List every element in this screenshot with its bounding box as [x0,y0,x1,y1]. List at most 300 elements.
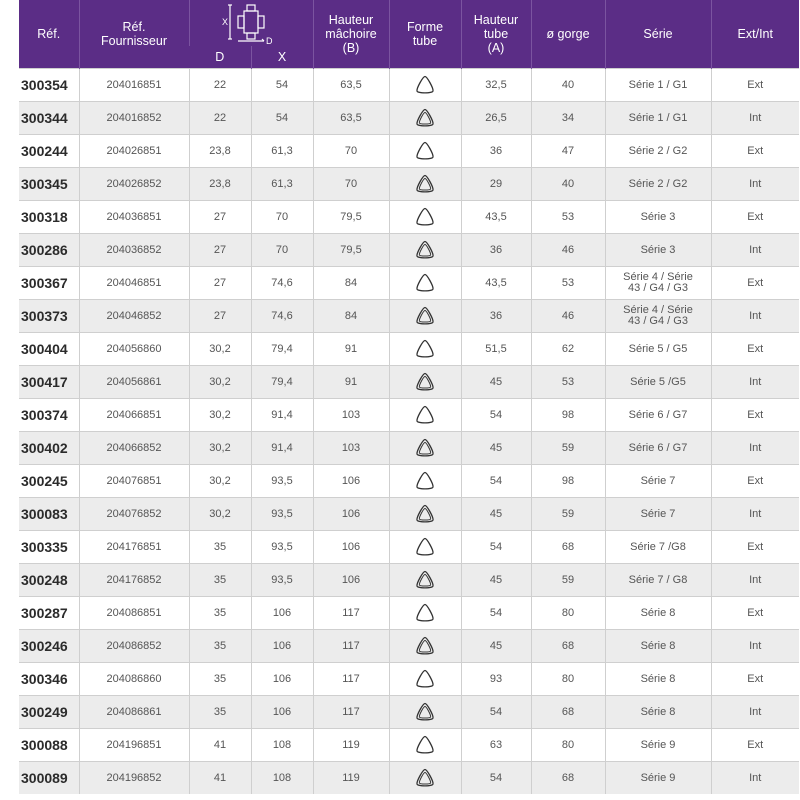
cell-gorge-text: 46 [561,243,575,256]
cell-ref-text: 300373 [21,307,68,324]
cell-hauteur-tube [461,366,531,399]
cell-ref-text: 300404 [21,340,68,357]
cell-hauteur-machoire [313,135,389,168]
cell-hauteur-tube [461,234,531,267]
cell-x-text: 70 [275,210,289,223]
cell-d [189,366,251,399]
cell-gorge [531,531,605,564]
cell-hauteur-tube [461,432,531,465]
cell-d-text: 23,8 [209,144,231,157]
triangle-tube-outer-icon [414,734,436,756]
cell-ext-int [711,69,799,102]
table-row [19,135,799,168]
cell-ext-int-text: Int [749,111,762,124]
cell-gorge [531,168,605,201]
cell-gorge-text: 80 [561,738,575,751]
cell-hauteur-machoire-text: 79,5 [340,243,362,256]
cell-hauteur-tube [461,399,531,432]
cell-hauteur-tube [461,102,531,135]
cell-x-text: 106 [272,639,292,652]
cell-serie [605,267,711,300]
cell-x [251,366,313,399]
cell-ref-text: 300318 [21,208,68,225]
cell-hauteur-tube-text: 45 [489,573,503,586]
table-row [19,201,799,234]
cell-hauteur-tube [461,663,531,696]
cell-ref-text: 300248 [21,571,68,588]
cell-hauteur-machoire [313,432,389,465]
cell-serie-text: Série 7 /G8 [630,540,686,553]
cell-ref-text: 300402 [21,439,68,456]
cell-d [189,498,251,531]
cell-gorge [531,366,605,399]
cell-serie [605,69,711,102]
cell-forme-tube [389,498,461,531]
cell-ref-fournisseur-text: 204196852 [106,771,162,784]
cell-ref-fournisseur-text: 204016851 [106,78,162,91]
cell-hauteur-machoire-text: 70 [344,177,358,190]
cell-forme-tube [389,333,461,366]
cell-gorge [531,399,605,432]
cell-x-text: 79,4 [271,342,293,355]
cell-serie-text: Série 4 / Série 43 / G4 / G3 [623,271,693,294]
cell-hauteur-tube-text: 45 [489,639,503,652]
cell-serie [605,168,711,201]
table-header [19,0,799,69]
cell-ext-int [711,366,799,399]
cell-hauteur-tube [461,69,531,102]
cell-x-text: 54 [275,78,289,91]
cell-hauteur-machoire [313,267,389,300]
cell-ext-int-text: Ext [747,474,764,487]
cell-d [189,630,251,663]
cell-ext-int-text: Int [749,309,762,322]
cell-ref-fournisseur-text: 204056861 [106,375,162,388]
cell-hauteur-machoire [313,234,389,267]
cell-gorge-text: 53 [561,375,575,388]
cell-ref-text: 300374 [21,406,68,423]
cell-ref-fournisseur-text: 204046852 [106,309,162,322]
cell-hauteur-machoire [313,729,389,762]
cell-x-text: 106 [272,705,292,718]
cell-serie-text: Série 2 / G2 [628,144,688,157]
triangle-tube-inner-icon [414,173,436,195]
header-ext-int: Ext/Int [711,0,799,69]
cell-ext-int-text: Int [749,705,762,718]
cell-gorge [531,69,605,102]
cell-ref [19,663,79,696]
header-hauteur-tube-label: Hauteur tube (A) [473,13,519,55]
cell-ref-text: 300245 [21,472,68,489]
cell-ext-int [711,498,799,531]
cell-serie [605,465,711,498]
cell-ext-int [711,465,799,498]
cell-hauteur-machoire-text: 106 [341,540,361,553]
cell-forme-tube [389,564,461,597]
cell-serie [605,696,711,729]
cell-x-text: 74,6 [271,276,293,289]
cell-ext-int [711,168,799,201]
cell-ref [19,300,79,333]
cell-hauteur-machoire-text: 84 [344,276,358,289]
cell-serie [605,432,711,465]
cell-serie-text: Série 8 [640,705,676,718]
cell-hauteur-machoire-text: 106 [341,474,361,487]
cell-ref-text: 300088 [21,736,68,753]
cell-ref-fournisseur-text: 204176851 [106,540,162,553]
cell-ext-int [711,300,799,333]
cell-hauteur-tube-text: 36 [489,243,503,256]
cell-hauteur-machoire-text: 91 [344,375,358,388]
cell-ref [19,729,79,762]
cell-gorge [531,630,605,663]
cell-hauteur-tube [461,135,531,168]
cell-hauteur-tube-text: 54 [489,606,503,619]
table-row [19,333,799,366]
cell-serie-text: Série 6 / G7 [628,408,688,421]
cell-gorge [531,465,605,498]
cell-ref [19,630,79,663]
cell-ext-int-text: Ext [747,672,764,685]
cell-ref-fournisseur [79,300,189,333]
cell-hauteur-machoire [313,498,389,531]
cell-d-text: 30,2 [209,441,231,454]
header-forme-tube-label: Forme tube [406,20,444,48]
cell-forme-tube [389,267,461,300]
cell-d [189,531,251,564]
cell-x-text: 91,4 [271,408,293,421]
cell-ext-int [711,333,799,366]
triangle-tube-inner-icon [414,437,436,459]
cell-ref [19,234,79,267]
cell-ref-fournisseur-text: 204026852 [106,177,162,190]
table-row [19,69,799,102]
cell-hauteur-tube [461,498,531,531]
cell-d-text: 41 [213,738,227,751]
cell-ref [19,267,79,300]
cell-ref-fournisseur [79,201,189,234]
header-ref-fournisseur [79,0,189,69]
cell-gorge-text: 53 [561,276,575,289]
cell-ref [19,597,79,630]
cell-gorge [531,597,605,630]
cell-ext-int [711,564,799,597]
cell-forme-tube [389,135,461,168]
cell-ref [19,696,79,729]
cell-serie [605,366,711,399]
cell-x [251,432,313,465]
triangle-tube-inner-icon [414,371,436,393]
cell-d-text: 35 [213,573,227,586]
cell-forme-tube [389,762,461,795]
cell-d [189,135,251,168]
cell-ref-fournisseur [79,267,189,300]
cell-forme-tube [389,729,461,762]
cell-hauteur-machoire [313,201,389,234]
cell-d-text: 41 [213,771,227,784]
cell-forme-tube [389,168,461,201]
cell-ext-int-text: Ext [747,540,764,553]
cell-d [189,729,251,762]
cell-gorge [531,696,605,729]
header-dim-x: X [251,46,313,69]
cell-hauteur-machoire-text: 63,5 [340,78,362,91]
product-table-container [19,0,799,794]
cell-serie [605,729,711,762]
cell-forme-tube [389,465,461,498]
cell-ext-int [711,399,799,432]
cell-hauteur-machoire-text: 106 [341,507,361,520]
cell-x-text: 61,3 [271,144,293,157]
table-row [19,597,799,630]
cell-ref-fournisseur [79,432,189,465]
cell-d [189,597,251,630]
cell-ref-text: 300345 [21,175,68,192]
cell-ref-fournisseur-text: 204036852 [106,243,162,256]
header-dim-d: D [189,46,251,69]
triangle-tube-outer-icon [414,338,436,360]
cell-ext-int-text: Int [749,375,762,388]
cell-ref-fournisseur-text: 204036851 [106,210,162,223]
cell-gorge [531,333,605,366]
cell-gorge [531,498,605,531]
header-gorge: ø gorge [531,0,605,69]
cell-d-text: 35 [213,540,227,553]
cell-gorge [531,564,605,597]
header-ref-fournisseur-label: Réf. Fournisseur [101,20,167,48]
cell-ref-text: 300249 [21,703,68,720]
cell-x [251,531,313,564]
cell-serie [605,597,711,630]
cell-d-text: 35 [213,672,227,685]
cell-hauteur-machoire [313,102,389,135]
cell-gorge [531,267,605,300]
cell-hauteur-tube-text: 54 [489,771,503,784]
cell-ext-int [711,201,799,234]
table-row [19,531,799,564]
cell-ext-int [711,135,799,168]
cell-gorge-text: 34 [561,111,575,124]
cell-serie [605,399,711,432]
table-row [19,300,799,333]
cell-forme-tube [389,597,461,630]
cell-hauteur-machoire-text: 63,5 [340,111,362,124]
table-row [19,729,799,762]
cell-forme-tube [389,234,461,267]
cell-ref-text: 300286 [21,241,68,258]
cell-gorge-text: 68 [561,771,575,784]
triangle-tube-inner-icon [414,239,436,261]
cell-x [251,201,313,234]
cell-ref-fournisseur [79,564,189,597]
cell-x [251,630,313,663]
cell-ref-text: 300354 [21,76,68,93]
cell-d [189,762,251,795]
cell-gorge [531,201,605,234]
cell-serie [605,234,711,267]
cell-gorge [531,663,605,696]
cell-ref-fournisseur-text: 204066851 [106,408,162,421]
cell-serie-text: Série 1 / G1 [628,78,688,91]
cross-joint-icon [216,1,286,45]
cell-d-text: 22 [213,111,227,124]
cell-hauteur-machoire-text: 117 [342,672,360,685]
cell-x-text: 106 [272,606,292,619]
cell-d-text: 35 [213,705,227,718]
cell-ref-text: 300344 [21,109,68,126]
triangle-tube-inner-icon [414,107,436,129]
cell-gorge [531,135,605,168]
cell-ref [19,201,79,234]
cell-hauteur-machoire-text: 79,5 [340,210,362,223]
cell-ref-fournisseur [79,102,189,135]
cell-ext-int-text: Int [749,243,762,256]
cell-serie-text: Série 7 [640,474,676,487]
cell-ref-fournisseur [79,663,189,696]
cell-hauteur-machoire [313,69,389,102]
product-table [19,0,799,794]
table-row [19,762,799,795]
triangle-tube-outer-icon [414,272,436,294]
cell-hauteur-machoire-text: 103 [341,408,361,421]
cell-serie-text: Série 2 / G2 [628,177,688,190]
cell-ref-fournisseur [79,498,189,531]
cell-ref-text: 300417 [21,373,68,390]
cell-hauteur-tube [461,267,531,300]
table-row [19,663,799,696]
table-row [19,366,799,399]
cell-x [251,69,313,102]
triangle-tube-inner-icon [414,701,436,723]
table-row [19,168,799,201]
cell-x [251,663,313,696]
triangle-tube-outer-icon [414,206,436,228]
table-row [19,696,799,729]
cell-forme-tube [389,531,461,564]
cell-hauteur-machoire-text: 119 [342,771,360,784]
cell-serie-text: Série 5 /G5 [630,375,686,388]
cell-x-text: 54 [275,111,289,124]
cell-hauteur-tube-text: 51,5 [485,342,507,355]
cell-forme-tube [389,69,461,102]
cell-hauteur-tube-text: 32,5 [485,78,507,91]
cell-forme-tube [389,366,461,399]
cell-d [189,465,251,498]
cell-ext-int-text: Ext [747,144,764,157]
cell-serie [605,201,711,234]
cell-x-text: 106 [272,672,292,685]
cell-hauteur-tube-text: 45 [489,375,503,388]
cell-x-text: 93,5 [271,573,293,586]
cell-ref-fournisseur [79,399,189,432]
cell-gorge [531,102,605,135]
cell-forme-tube [389,399,461,432]
cell-ext-int [711,432,799,465]
cell-hauteur-machoire-text: 117 [342,639,360,652]
cell-serie-text: Série 4 / Série 43 / G4 / G3 [623,304,693,327]
cell-d [189,102,251,135]
cell-ext-int-text: Ext [747,408,764,421]
cell-ext-int [711,531,799,564]
cell-ext-int-text: Int [749,177,762,190]
cell-ext-int [711,102,799,135]
triangle-tube-inner-icon [414,503,436,525]
cell-hauteur-machoire-text: 84 [344,309,358,322]
cell-d [189,234,251,267]
cell-ref-text: 300089 [21,769,68,786]
cell-gorge-text: 59 [561,573,575,586]
cell-gorge [531,234,605,267]
cell-ref-fournisseur-text: 204086861 [106,705,162,718]
cell-d-text: 35 [213,606,227,619]
triangle-tube-outer-icon [414,536,436,558]
cell-ref [19,762,79,795]
table-body [19,69,799,795]
cell-d-text: 30,2 [209,408,231,421]
cell-gorge-text: 68 [561,540,575,553]
cell-ref-fournisseur [79,234,189,267]
cell-d-text: 22 [213,78,227,91]
cell-ext-int [711,729,799,762]
cell-x [251,168,313,201]
cell-gorge-text: 59 [561,507,575,520]
triangle-tube-inner-icon [414,635,436,657]
cell-hauteur-tube-text: 63 [489,738,503,751]
cell-d-text: 27 [213,210,227,223]
table-row [19,432,799,465]
cell-ref-text: 300335 [21,538,68,555]
cell-serie [605,531,711,564]
cell-ref-fournisseur-text: 204046851 [106,276,162,289]
cell-forme-tube [389,663,461,696]
cell-ref-fournisseur [79,696,189,729]
cell-gorge-text: 98 [561,474,575,487]
cell-serie [605,564,711,597]
cell-serie [605,102,711,135]
cell-d [189,201,251,234]
cell-hauteur-tube [461,696,531,729]
triangle-tube-outer-icon [414,470,436,492]
cell-ref-text: 300244 [21,142,68,159]
cell-forme-tube [389,432,461,465]
cell-hauteur-machoire [313,300,389,333]
triangle-tube-outer-icon [414,140,436,162]
cell-serie-text: Série 8 [640,606,676,619]
cell-ref [19,498,79,531]
svg-text:D: D [266,36,273,45]
cell-gorge [531,729,605,762]
cell-d [189,267,251,300]
cell-ref-fournisseur [79,168,189,201]
cell-ref-fournisseur-text: 204086852 [106,639,162,652]
cell-ref-fournisseur-text: 204056860 [106,342,162,355]
header-forme-tube [389,0,461,69]
triangle-tube-inner-icon [414,767,436,789]
cell-d-text: 30,2 [209,507,231,520]
cell-x-text: 108 [272,738,292,751]
cell-forme-tube [389,696,461,729]
cell-x [251,399,313,432]
cell-ref-fournisseur-text: 204016852 [106,111,162,124]
triangle-tube-outer-icon [414,74,436,96]
cell-x [251,333,313,366]
cell-ref-fournisseur-text: 204076852 [106,507,162,520]
table-row [19,498,799,531]
cell-hauteur-machoire-text: 117 [342,606,360,619]
cell-ref [19,168,79,201]
cell-ref-fournisseur [79,465,189,498]
cell-d [189,333,251,366]
